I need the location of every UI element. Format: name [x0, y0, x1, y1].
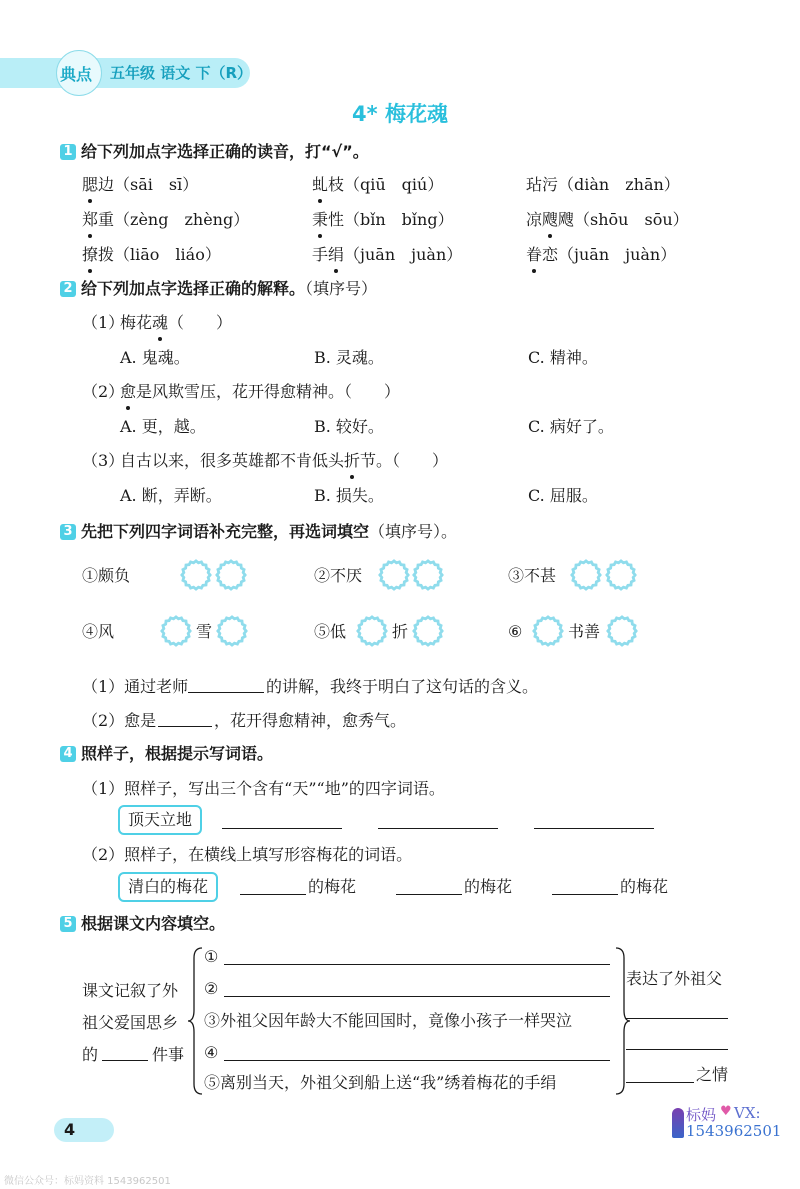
- q4-sub-2: （2）照样子，在横线上填写形容梅花的词语。: [82, 845, 413, 864]
- idiom-blank[interactable]: [570, 559, 602, 591]
- q3-fill-2-blank[interactable]: [158, 726, 212, 727]
- dotted-char: 绢: [328, 245, 345, 264]
- text-post: 是风欺雪压，花开得愈精神。（ ）: [136, 382, 401, 401]
- q2-option-c[interactable]: C. 屈服。: [528, 486, 598, 505]
- watermark-brand: 标妈: [686, 1106, 717, 1124]
- q4-suffix-c: 的梅花: [620, 877, 669, 896]
- idiom-text: ④风: [82, 622, 115, 641]
- grade-label: 五年级 语文 下（R）: [110, 64, 252, 82]
- q1-prompt: 给下列加点字选择正确的读音，打“√”。: [81, 142, 369, 161]
- idiom-text: 折: [392, 622, 409, 641]
- dotted-char: 眷: [526, 245, 543, 264]
- question-number-2: 2: [60, 281, 76, 297]
- q3-fill-1-pre: （1）通过老师: [82, 677, 189, 696]
- text-post: 拨（liāo liáo）: [98, 245, 221, 264]
- idiom-text: 书善: [568, 622, 601, 641]
- q4-sub-1: （1）照样子，写出三个含有“天”“地”的四字词语。: [82, 779, 445, 798]
- pinyin-item[interactable]: [312, 174, 443, 196]
- idiom-blank[interactable]: [606, 615, 638, 647]
- idiom-text: ⑤低: [314, 622, 347, 641]
- q4-blank-2c[interactable]: [552, 894, 618, 895]
- idiom-blank[interactable]: [605, 559, 637, 591]
- q2-option-a[interactable]: A. 断，弄断。: [120, 486, 222, 505]
- q2-sub-text: [120, 381, 400, 403]
- text-post: 边（sāi sī）: [98, 175, 199, 194]
- q2-hint: （填序号）: [305, 279, 378, 298]
- header-logo: 典点: [60, 65, 93, 84]
- q4-blank-1c[interactable]: [534, 828, 654, 829]
- pinyin-item[interactable]: [526, 174, 680, 196]
- text-post: 飕（shōu sōu）: [558, 210, 689, 229]
- q5-event-3: ③外祖父因年龄大不能回国时，竟像小孩子一样哭泣: [204, 1011, 573, 1030]
- idiom-text: 雪: [196, 622, 213, 641]
- text-pre: 玷: [526, 175, 543, 194]
- q5-right-blank-3[interactable]: [626, 1082, 694, 1083]
- q5-event-blank[interactable]: [224, 996, 610, 997]
- question-number-1: 1: [60, 144, 76, 160]
- q4-suffix-b: 的梅花: [464, 877, 513, 896]
- q5-right-blank-2[interactable]: [626, 1049, 728, 1050]
- q3-fill-1-blank[interactable]: [188, 692, 264, 693]
- watermark: [670, 1104, 798, 1148]
- q2-option-c[interactable]: C. 病好了。: [528, 417, 614, 436]
- idiom-text: ③不甚: [508, 566, 557, 585]
- q3-prompt-text: 先把下列四字词语补充完整，再选词填空: [81, 522, 370, 541]
- page-number: 4: [64, 1120, 76, 1139]
- q3-hint: （填序号）。: [369, 522, 458, 541]
- text-pre: 梅花: [120, 313, 153, 332]
- q2-prompt: [81, 278, 377, 300]
- dotted-char: 郑: [82, 210, 99, 229]
- q4-blank-2a[interactable]: [240, 894, 306, 895]
- q4-blank-1a[interactable]: [222, 828, 342, 829]
- q2-sub-label: （1）: [82, 313, 125, 332]
- text-pre: 自古以来，很多英雄都不肯低头: [120, 451, 345, 470]
- idiom-blank[interactable]: [412, 615, 444, 647]
- q2-option-a[interactable]: A. 更，越。: [120, 417, 206, 436]
- text-post: （ ）: [168, 313, 233, 332]
- q5-left-line-3a: 的: [82, 1045, 99, 1064]
- text-pre: 凉: [526, 210, 543, 229]
- q2-sub-label: （3）: [82, 451, 125, 470]
- q2-option-b[interactable]: B. 灵魂。: [314, 348, 384, 367]
- text-post: 枝（qiū qiú）: [328, 175, 444, 194]
- q4-prompt: 照样子，根据提示写词语。: [81, 744, 274, 763]
- watermark-number: 1543962501: [686, 1122, 782, 1140]
- dotted-char: 魂: [152, 313, 169, 332]
- idiom-blank[interactable]: [216, 615, 248, 647]
- idiom-blank[interactable]: [378, 559, 410, 591]
- q5-count-blank[interactable]: [102, 1060, 148, 1061]
- q5-right-top: 表达了外祖父: [626, 969, 723, 988]
- idiom-blank[interactable]: [356, 615, 388, 647]
- q5-left-line-1: 课文记叙了外: [82, 981, 179, 1000]
- idiom-text: ②不厌: [314, 566, 363, 585]
- dotted-char: 愈: [120, 382, 137, 401]
- q3-fill-1-post: 的讲解，我终于明白了这句话的含义。: [266, 677, 539, 696]
- lesson-title: 4* 梅花魂: [352, 102, 448, 126]
- q2-option-c[interactable]: C. 精神。: [528, 348, 598, 367]
- idiom-blank[interactable]: [215, 559, 247, 591]
- q2-option-a[interactable]: A. 鬼魂。: [120, 348, 190, 367]
- question-number-4: 4: [60, 746, 76, 762]
- q2-option-b[interactable]: B. 损失。: [314, 486, 384, 505]
- q5-event-5: ⑤离别当天，外祖父到船上送“我”绣着梅花的手绢: [204, 1073, 557, 1092]
- q5-event-4: ④: [204, 1043, 219, 1062]
- q5-right-end: 之情: [696, 1065, 729, 1084]
- dotted-char: 秉: [312, 210, 329, 229]
- q2-sub-label: （2）: [82, 382, 125, 401]
- dotted-char: 飕: [542, 210, 559, 229]
- q5-left-line-3b: 件事: [152, 1045, 185, 1064]
- q4-example-1: 顶天立地: [118, 805, 202, 835]
- text-post: 恋（juān juàn）: [542, 245, 677, 264]
- dotted-char: 折: [344, 451, 361, 470]
- footer-faint-text: 微信公众号：标妈资料 1543962501: [4, 1176, 171, 1187]
- page-number-tab: [54, 1118, 114, 1142]
- text-post: 性（bǐn bǐng）: [328, 210, 454, 229]
- pinyin-item[interactable]: [82, 209, 249, 231]
- q3-fill-2-post: ，花开得愈精神，愈秀气。: [214, 711, 407, 730]
- q5-event-blank[interactable]: [224, 1060, 610, 1061]
- dotted-char: 撩: [82, 245, 99, 264]
- q2-option-b[interactable]: B. 较好。: [314, 417, 384, 436]
- q5-event-1: ①: [204, 947, 219, 966]
- q4-suffix-a: 的梅花: [308, 877, 357, 896]
- question-number-3: 3: [60, 524, 76, 540]
- idiom-blank[interactable]: [160, 615, 192, 647]
- q4-blank-1b[interactable]: [378, 828, 498, 829]
- pinyin-item[interactable]: [526, 209, 689, 231]
- idiom-blank[interactable]: [180, 559, 212, 591]
- left-brace: [186, 946, 206, 1096]
- dotted-char: 虬: [312, 175, 329, 194]
- q4-blank-2b[interactable]: [396, 894, 462, 895]
- text-post: 污（diàn zhān）: [542, 175, 680, 194]
- q5-event-blank[interactable]: [224, 964, 610, 965]
- idiom-blank[interactable]: [532, 615, 564, 647]
- idiom-text: ⑥: [508, 622, 523, 641]
- text-post: 重（zèng zhèng）: [98, 210, 250, 229]
- pinyin-item[interactable]: [526, 244, 676, 266]
- q5-event-2: ②: [204, 979, 219, 998]
- q2-prompt-text: 给下列加点字选择正确的解释。: [81, 279, 306, 298]
- q5-prompt: 根据课文内容填空。: [81, 914, 226, 933]
- q3-prompt: [81, 521, 457, 543]
- q2-sub-text: [120, 450, 448, 472]
- q4-example-2: 清白的梅花: [118, 872, 218, 902]
- watermark-figure-icon: [672, 1108, 684, 1138]
- pinyin-item[interactable]: [82, 244, 221, 266]
- text-post: 节。（ ）: [360, 451, 449, 470]
- pinyin-item[interactable]: [312, 244, 462, 266]
- idiom-text: ①颇负: [82, 566, 131, 585]
- text-post: （juān juàn）: [344, 245, 463, 264]
- q3-fill-2-pre: （2）愈是: [82, 711, 157, 730]
- pinyin-item[interactable]: [82, 174, 198, 196]
- idiom-blank[interactable]: [412, 559, 444, 591]
- q2-sub-text: [120, 312, 232, 334]
- pinyin-item[interactable]: [312, 209, 454, 231]
- heart-icon: ♥: [720, 1104, 732, 1119]
- q5-left-line-2: 祖父爱国思乡: [82, 1013, 179, 1032]
- watermark-contact: VX:: [734, 1104, 761, 1122]
- dotted-char: 腮: [82, 175, 99, 194]
- question-number-5: 5: [60, 916, 76, 932]
- q5-right-blank-1[interactable]: [626, 1018, 728, 1019]
- text-pre: 手: [312, 245, 329, 264]
